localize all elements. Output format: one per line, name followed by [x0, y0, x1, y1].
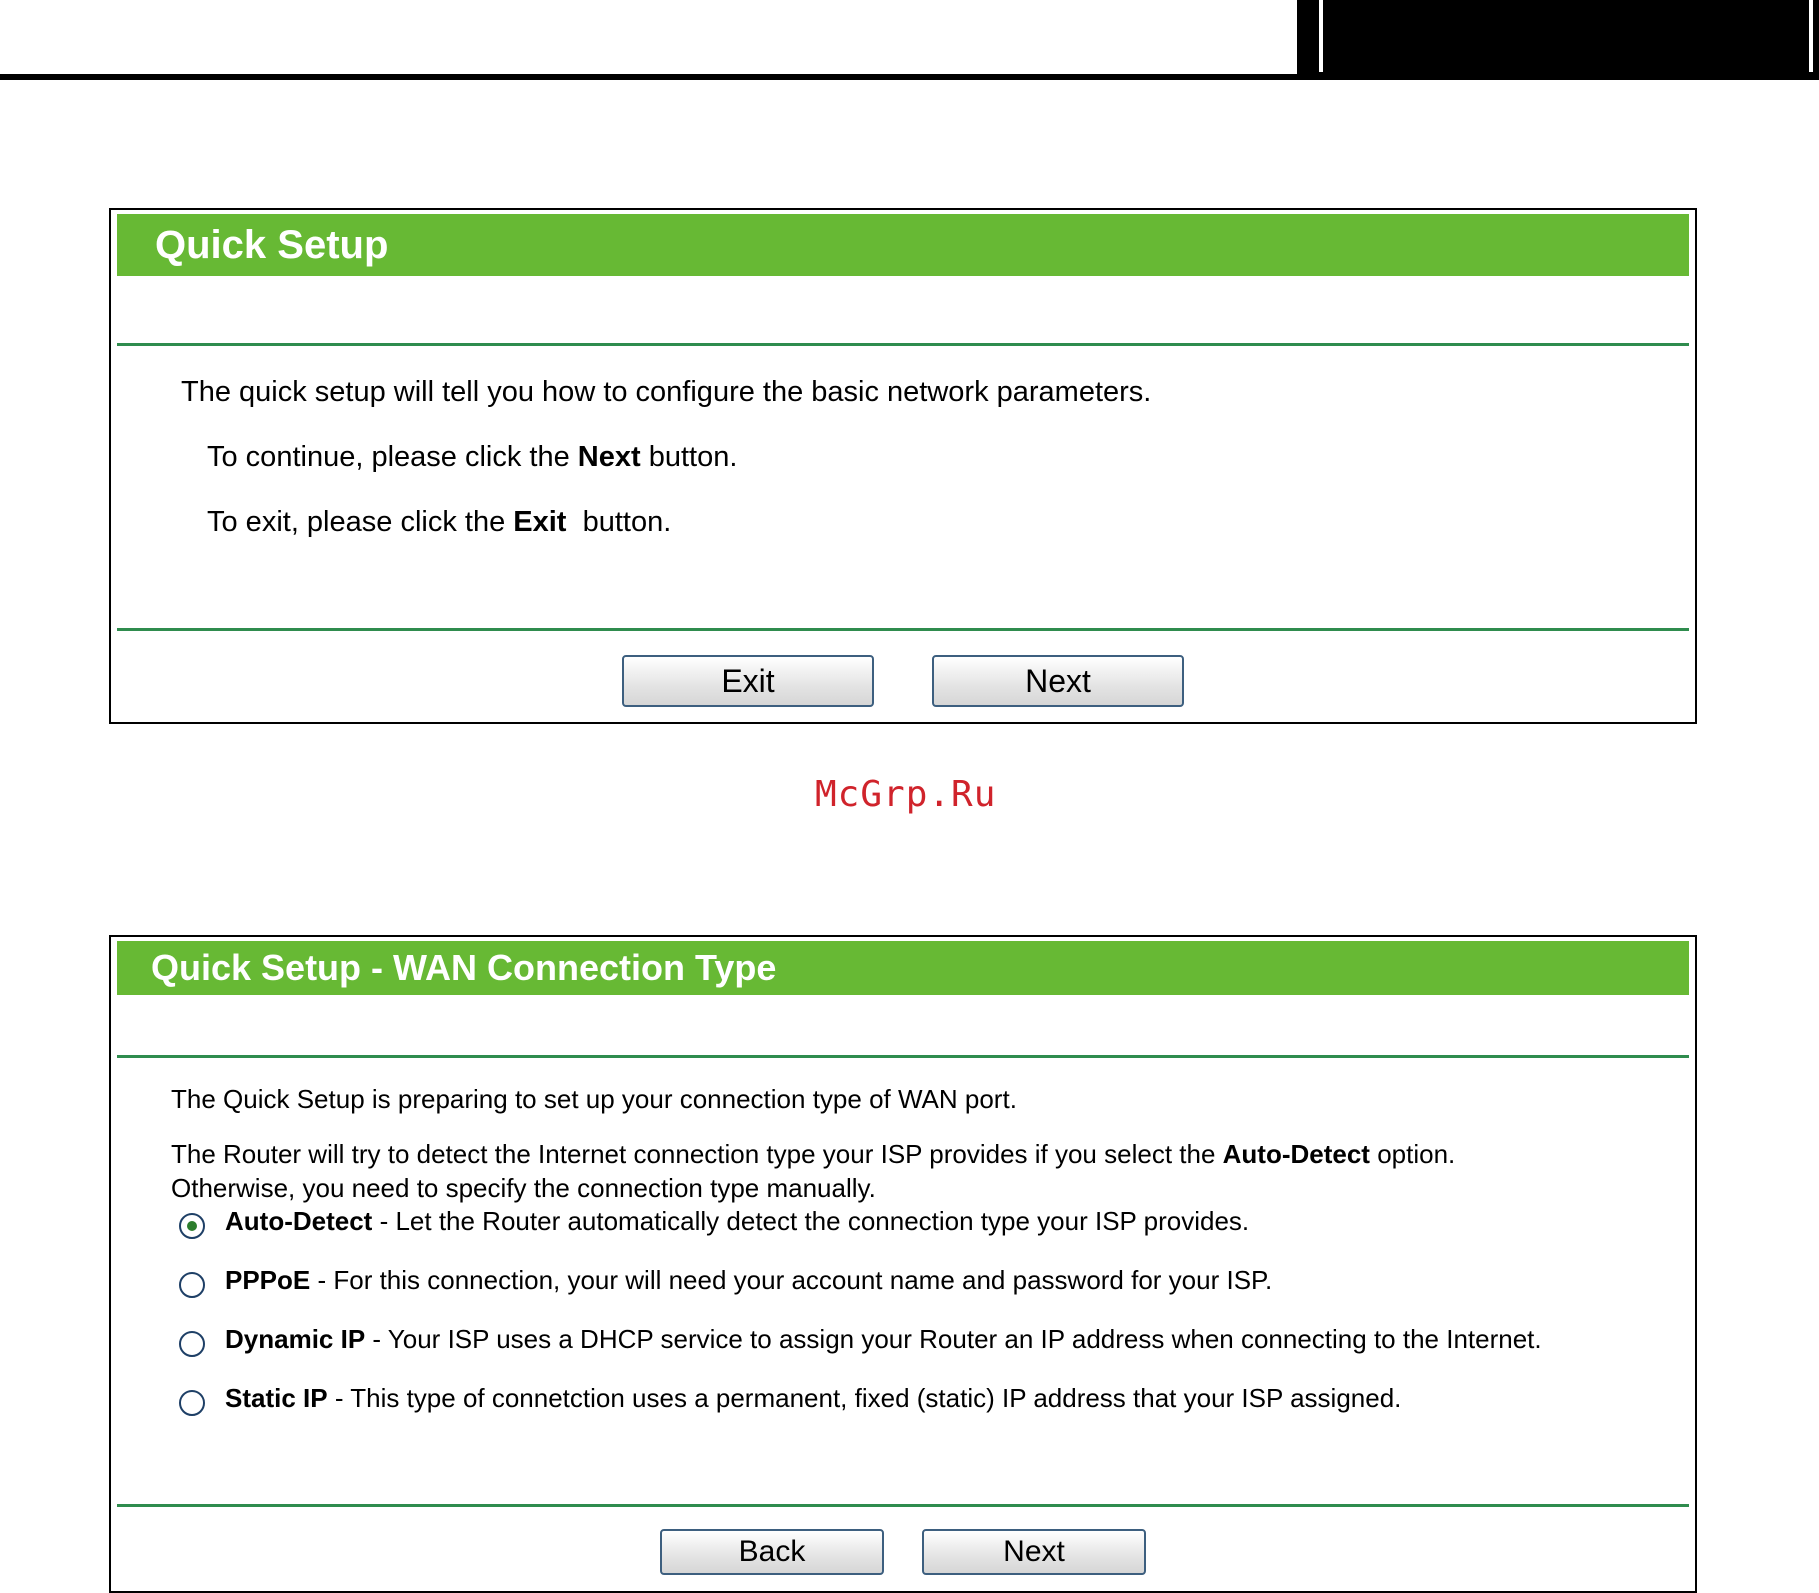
panel-title: Quick Setup - WAN Connection Type — [117, 941, 1689, 995]
option-dynamic-ip[interactable]: Dynamic IP - Your ISP uses a DHCP service to assign your Router an IP address when connecting to the Internet. — [179, 1324, 1542, 1355]
intro-text: The Quick Setup is preparing to set up your connection type of WAN port. — [171, 1084, 1017, 1114]
panel-body — [111, 346, 1695, 628]
quick-setup-panel — [109, 208, 1697, 724]
intro-text: The quick setup will tell you how to configure the basic network parameters. — [181, 376, 1152, 408]
continue-instruction: To continue, please click the Next button. — [207, 441, 738, 473]
next-button[interactable]: Next — [932, 655, 1184, 707]
divider — [117, 1504, 1689, 1507]
button-row — [111, 655, 1695, 707]
back-button[interactable]: Back — [660, 1529, 884, 1575]
option-static-ip[interactable]: Static IP - This type of connetction uses a permanent, fixed (static) IP address that your ISP assigned. — [179, 1383, 1401, 1414]
wan-connection-type-panel — [109, 935, 1697, 1593]
button-row — [111, 1529, 1695, 1575]
radio-unselected-icon[interactable] — [179, 1272, 205, 1298]
radio-selected-icon[interactable] — [179, 1213, 205, 1239]
panel-body — [111, 1058, 1695, 1504]
panel-title: Quick Setup — [117, 214, 1689, 276]
watermark: McGrp.Ru — [815, 774, 997, 815]
divider — [117, 628, 1689, 631]
option-auto-detect[interactable]: Auto-Detect - Let the Router automatically detect the connection type your ISP provides. — [179, 1206, 1249, 1237]
exit-instruction: To exit, please click the Exit button. — [207, 506, 672, 538]
radio-unselected-icon[interactable] — [179, 1390, 205, 1416]
exit-button[interactable]: Exit — [622, 655, 874, 707]
detect-description: The Router will try to detect the Internet connection type your ISP provides if you select the Auto-Detect option. Otherwise, you need to specify the connection type manually. — [171, 1139, 1456, 1203]
radio-unselected-icon[interactable] — [179, 1331, 205, 1357]
option-pppoe[interactable]: PPPoE - For this connection, your will need your account name and password for your ISP. — [179, 1265, 1272, 1296]
next-button[interactable]: Next — [922, 1529, 1146, 1575]
page-header-block — [1297, 0, 1819, 78]
